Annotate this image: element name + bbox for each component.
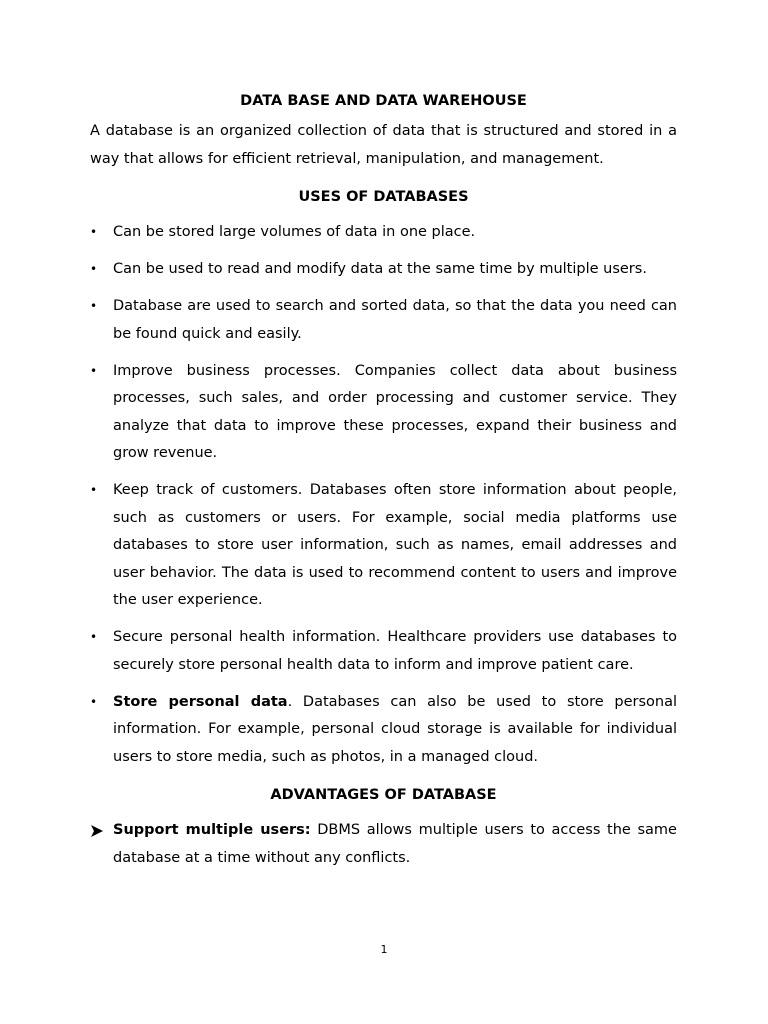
list-item [90, 293, 677, 348]
list-item [90, 219, 677, 247]
list-item-text: . Databases can also be used to store personal information. For example, personal cloud storage is available for individual users to store media, such as photos, in a managed cloud. [113, 693, 677, 765]
list-item [90, 256, 677, 284]
list-item-text: DBMS allows multiple users to access the same database at a time without any conflicts. [113, 822, 677, 866]
bullet-icon: • [90, 483, 98, 497]
uses-heading: USES OF DATABASES [298, 189, 469, 205]
bullet-icon: • [90, 225, 98, 239]
page-number: 1 [380, 943, 388, 956]
arrow-bullet-icon [90, 825, 103, 837]
advantages-heading: ADVANTAGES OF DATABASE [270, 787, 497, 803]
list-item-text: Keep track of customers. Databases often store information about people, such as customers or users. For example, social media platforms use databases to store user information, such as names, email addresses and user behavior. The data is used to recommend content to users and improve the user experience. [113, 482, 677, 608]
document-title: DATA BASE AND DATA WAREHOUSE [240, 93, 527, 109]
list-item [90, 477, 677, 615]
list-item [90, 358, 677, 468]
bullet-icon: • [90, 363, 98, 378]
list-item-text: Can be used to read and modify data at the same time by multiple users. [113, 261, 647, 277]
intro-paragraph: A database is an organized collection of data that is structured and stored in a way that allows for efficient retrieval, manipulation, and management. [90, 123, 677, 167]
list-item-text: Improve business processes. Companies collect data about business processes, such sales, and order processing and customer service. They analyze that data to improve these processes, expand their business and grow revenue. [113, 362, 677, 461]
bullet-icon: • [90, 299, 98, 313]
document-page [90, 90, 677, 872]
list-item-bold-lead: Support multiple users: [113, 822, 311, 838]
list-item-text: Secure personal health information. Healthcare providers use databases to securely store personal health data to inform and improve patient care. [113, 629, 677, 673]
bullet-icon: • [90, 630, 98, 644]
list-item-text: Can be stored large volumes of data in one place. [113, 224, 476, 240]
advantages-list [90, 817, 677, 872]
uses-list [90, 219, 677, 771]
list-item-text: Database are used to search and sorted data, so that the data you need can be found quick and easily. [113, 298, 677, 342]
list-item-bold-lead: Store personal data [113, 693, 288, 710]
list-item [90, 817, 677, 872]
list-item [90, 689, 677, 772]
bullet-icon: • [90, 262, 98, 276]
list-item [90, 624, 677, 679]
bullet-icon: • [90, 694, 98, 709]
